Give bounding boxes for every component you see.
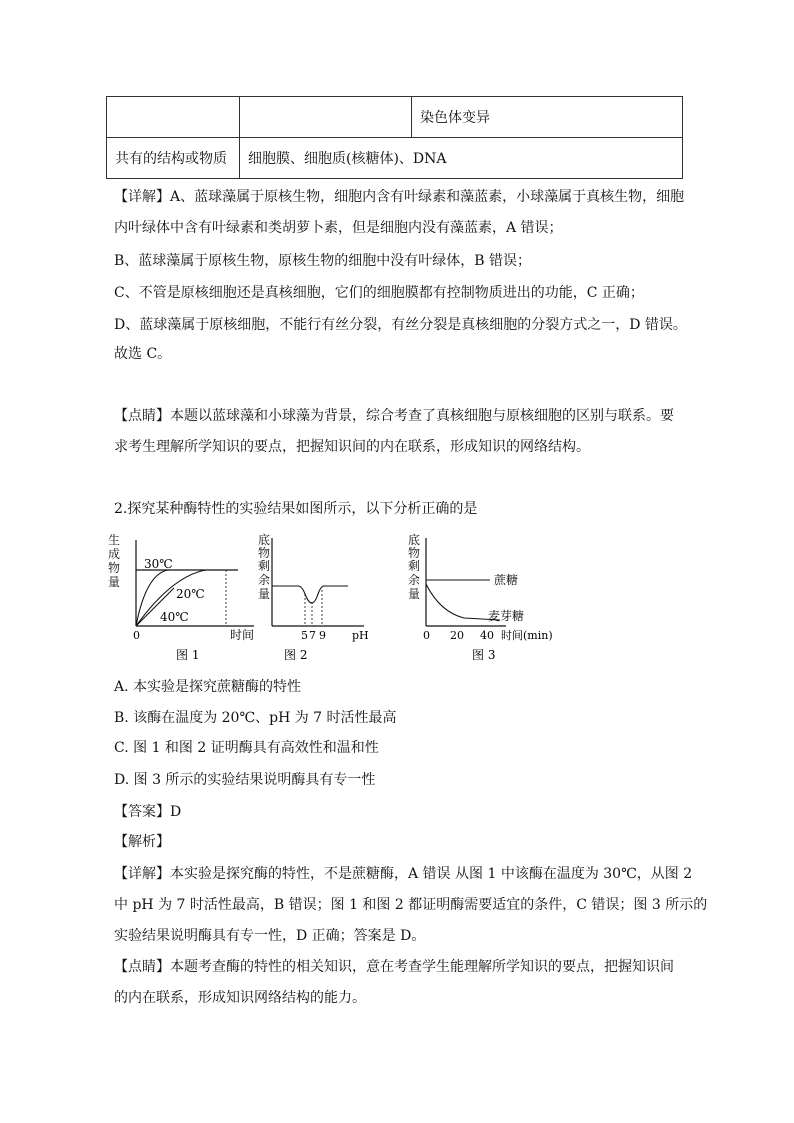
fig3-caption: 图 3 — [472, 648, 496, 662]
table-row — [107, 97, 683, 138]
fig1-label-40c: 40℃ — [160, 610, 189, 624]
fig1-ylabel-char: 物 — [108, 561, 121, 575]
analysis-heading: 【解析】 — [114, 834, 170, 850]
fig1-ylabel-char: 成 — [108, 547, 121, 561]
fig2-ylabel-char: 余 — [258, 573, 271, 587]
comparison-table — [106, 96, 683, 179]
table-cell — [107, 97, 240, 138]
point-line: 【点睛】本题以蓝球藻和小球藻为背景，综合考查了真核细胞与原核细胞的区别与联系。要 — [114, 408, 674, 424]
figure-2 — [252, 532, 382, 665]
fig3-ylabel-char: 余 — [408, 573, 421, 587]
fig2-tick: 5 — [301, 629, 308, 642]
detail-line: C、不管是原核细胞还是真核细胞，它们的细胞膜都有控制物质进出的功能，C 正确； — [114, 285, 644, 301]
table-cell — [240, 97, 412, 138]
fig3-tick: 20 — [450, 629, 464, 642]
detail-line: B、蓝球藻属于原核生物，原核生物的细胞中没有叶绿体，B 错误； — [114, 253, 532, 269]
fig3-ylabel-char: 量 — [408, 587, 421, 601]
detail-line: 中 pH 为 7 时活性最高，B 错误；图 1 和图 2 都证明酶需要适宜的条件，C 错误；图 3 所示的 — [114, 897, 708, 913]
option-a: A. 本实验是探究蔗糖酶的特性 — [114, 679, 302, 695]
detail-line: 【详解】本实验是探究酶的特性，不是蔗糖酶，A 错误 从图 1 中该酶在温度为 30℃，从图 2 — [114, 866, 693, 882]
fig2-tick: 9 — [319, 629, 326, 642]
fig2-xlabel: pH — [352, 629, 369, 642]
fig3-sucrose-label: 蔗糖 — [494, 573, 519, 587]
fig1-ylabel-char: 量 — [108, 575, 121, 589]
fig1-origin: 0 — [133, 629, 140, 642]
detail-line: 内叶绿体中含有叶绿素和类胡萝卜素，但是细胞内没有藻蓝素，A 错误； — [114, 220, 563, 236]
option-d: D. 图 3 所示的实验结果说明酶具有专一性 — [114, 772, 376, 788]
option-c: C. 图 1 和图 2 证明酶具有高效性和温和性 — [114, 740, 379, 756]
point-line: 求考生理解所学知识的要点，把握知识间的内在联系，形成知识的网络结构。 — [114, 439, 590, 455]
question-stem: 2.探究某种酶特性的实验结果如图所示，以下分析正确的是 — [114, 501, 478, 517]
point-line: 【点睛】本题考查酶的特性的相关知识，意在考查学生能理解所学知识的要点，把握知识间 — [114, 959, 674, 975]
fig3-ylabel-char: 物 — [408, 546, 421, 560]
detail-line: 【详解】A、蓝球藻属于原核生物，细胞内含有叶绿素和藻蓝素，小球藻属于真核生物，细胞 — [114, 189, 685, 205]
fig1-xlabel: 时间 — [230, 628, 255, 642]
fig3-tick: 40 — [480, 629, 494, 642]
fig2-caption: 图 2 — [284, 648, 308, 662]
fig1-label-20c: 20℃ — [176, 587, 205, 601]
fig2-ylabel-char: 底 — [258, 533, 271, 547]
option-b: B. 该酶在温度为 20℃、pH 为 7 时活性最高 — [114, 710, 397, 726]
fig2-ylabel-char: 量 — [258, 587, 271, 601]
fig1-label-30c: 30℃ — [144, 557, 173, 571]
fig3-xlabel: 时间(min) — [501, 629, 553, 642]
fig2-tick: 7 — [309, 629, 316, 642]
point-line: 的内在联系，形成知识网络结构的能力。 — [114, 990, 366, 1006]
figure-3 — [404, 532, 564, 665]
table-cell: 染色体变异 — [412, 97, 683, 138]
figure-1 — [106, 530, 266, 665]
answer-line: 【答案】D — [114, 804, 182, 820]
table-row — [107, 138, 683, 179]
fig2-ylabel-char: 物 — [258, 546, 271, 560]
fig2-ylabel-char: 剩 — [258, 559, 271, 573]
fig3-maltose-label: 麦芽糖 — [488, 609, 525, 623]
detail-line: D、蓝球藻属于原核细胞，不能行有丝分裂，有丝分裂是真核细胞的分裂方式之一，D 错误。 — [114, 317, 687, 333]
fig3-ylabel-char: 底 — [408, 533, 421, 547]
detail-line: 实验结果说明酶具有专一性，D 正确；答案是 D。 — [114, 928, 426, 944]
fig3-ylabel-char: 剩 — [408, 559, 421, 573]
choose-line: 故选 C。 — [114, 346, 172, 362]
fig2-curve — [272, 586, 348, 603]
fig3-tick: 0 — [423, 629, 430, 642]
table-cell: 共有的结构或物质 — [107, 138, 240, 179]
fig1-ylabel-char: 生 — [108, 533, 121, 547]
fig1-caption: 图 1 — [176, 648, 200, 662]
table-cell: 细胞膜、细胞质(核糖体)、DNA — [240, 138, 683, 179]
